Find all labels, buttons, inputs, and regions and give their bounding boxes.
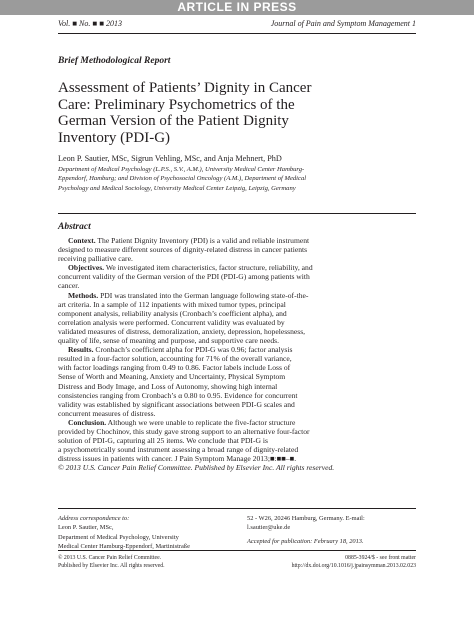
footer-line: Published by Elsevier Inc. All rights reserved.	[58, 563, 165, 570]
abstract-text: correlation analysis were performed. Concurrent validity was evaluated by	[58, 317, 285, 327]
affiliations	[58, 165, 408, 193]
affiliation-line: Department of Medical Psychology (L.P.S., S.V., A.M.), University Medical Center Hamburg-	[58, 166, 305, 173]
footer-doi	[292, 554, 416, 571]
abstract-text: PDI was translated into the German language following state-of-the-	[98, 290, 309, 300]
accepted-date: Accepted for publication: February 18, 2013.	[247, 537, 364, 545]
abstract-text: provided by Chochinov, this study gave strong support to an alternative four-factor	[58, 426, 310, 436]
abstract-text: component analysis, reliability analysis (Cronbach’s coefficient alpha), and	[58, 308, 287, 318]
abstract-text: Distress and Body Image, and Loss of Autonomy, showing high internal	[58, 381, 278, 391]
copyright-line: © 2013 U.S. Cancer Pain Relief Committee. Published by Elsevier Inc. All rights reserved.	[58, 463, 335, 473]
abstract-text: receiving palliative care.	[58, 254, 133, 264]
abstract-text: cancer.	[58, 281, 80, 291]
correspondence-label: Address correspondence to:	[58, 515, 130, 522]
abstract-text: validated measures of distress, demoralization, anxiety, depression, hopelessness,	[58, 326, 306, 336]
abstract-conclusion-line	[58, 418, 416, 427]
abstract-text: distress issues in patients with cancer. J Pain Symptom Manage 2013;■:■■–■.	[58, 454, 297, 464]
running-head-journal: Journal of Pain and Symptom Management 1	[270, 19, 416, 28]
abstract-text: The Patient Dignity Inventory (PDI) is a valid and reliable instrument	[95, 236, 310, 245]
abstract-methods-line	[58, 291, 416, 300]
correspondence-continued	[247, 514, 416, 546]
title-line: Inventory (PDI-G)	[58, 129, 171, 146]
correspondence-text: Leon P. Sautier, MSc,	[58, 524, 114, 532]
article-type: Brief Methodological Report	[58, 56, 171, 66]
abstract-heading: Abstract	[58, 222, 91, 232]
abstract-text: validity was established by significant associations between PDI-G scales and	[58, 399, 295, 409]
abstract-text: designed to measure different sources of dignity-related distress in cancer patients	[58, 245, 308, 255]
title-line: Care: Preliminary Psychometrics of the	[58, 96, 295, 113]
abstract-methods-label: Methods.	[68, 290, 99, 300]
abstract-text: solution of PDI-G, capturing all 25 items. We conclude that PDI-G is	[58, 436, 268, 446]
footer-line: © 2013 U.S. Cancer Pain Relief Committee.	[58, 555, 162, 561]
abstract-context-label: Context.	[68, 236, 96, 245]
footer-issn: 0885-3924/$ - see front matter	[345, 555, 416, 561]
title-line: Assessment of Patients’ Dignity in Cancer	[58, 80, 312, 96]
abstract-text: a psychometrically sound instrument assessing a broad range of dignity-related	[58, 445, 299, 455]
author-list: Leon P. Sautier, MSc, Sigrun Vehling, MSc, and Anja Mehnert, PhD	[58, 154, 282, 163]
abstract-text: resulted in a four-factor solution, accounting for 71% of the overall variance,	[58, 354, 292, 364]
abstract-text: art criteria. In a sample of 112 inpatients with mixed tumor types, principal	[58, 299, 286, 309]
correspondence-line: Medical Center Hamburg-Eppendorf, Martinistraße	[58, 543, 190, 551]
abstract-text: quality of life, sense of meaning and purpose, and supportive care needs.	[58, 336, 279, 346]
doi-link[interactable]: http://dx.doi.org/10.1016/j.jpainsymman.2013.02.023	[291, 563, 416, 570]
abstract-text: Cronbach’s coefficient alpha for PDI-G was 0.96; factor analysis	[93, 345, 293, 355]
abstract-objectives-line	[58, 263, 416, 272]
abstract-text: consistencies ranging from Cronbach’s α 0.80 to 0.95. Evidence for concurrent	[58, 390, 298, 400]
affiliation-line: Psychology and Medical Sociology, University Medical Center Leipzig, Leipzig, Germany	[58, 184, 296, 192]
correspondence-line	[58, 514, 218, 533]
correspondence-email[interactable]: l.sautier@uke.de	[247, 524, 291, 532]
abstract-rule	[58, 213, 416, 214]
abstract-text: concurrent measures of distress.	[58, 408, 156, 418]
abstract-text: concurrent validity of the German version of the PDI (PDI-G) among patients with	[58, 272, 310, 282]
abstract-body	[58, 236, 416, 472]
running-head	[58, 19, 416, 31]
abstract-results-line	[58, 345, 416, 354]
running-head-volume: Vol. ■ No. ■ ■ 2013	[58, 19, 123, 28]
abstract-text: We investigated item characteristics, factor structure, reliability, and	[104, 263, 313, 273]
affiliation-line: Eppendorf, Hamburg; and Division of Psychosocial Oncology (A.M.), Department of Medical	[58, 175, 307, 183]
correspondence-line: Department of Medical Psychology, University	[58, 533, 179, 541]
abstract-results-label: Results.	[68, 345, 94, 355]
header-rule	[58, 33, 416, 34]
footer-copyright	[58, 554, 165, 571]
abstract-conclusion-label: Conclusion.	[68, 417, 107, 427]
article-title	[58, 80, 358, 146]
article-in-press-banner: ARTICLE IN PRESS	[0, 0, 474, 15]
correspondence-address-line: 52 - W26, 20246 Hamburg, Germany. E-mail:	[247, 515, 365, 522]
abstract-objectives-label: Objectives.	[68, 263, 105, 273]
abstract-context-line	[58, 236, 416, 245]
abstract-end-rule	[58, 508, 416, 509]
abstract-text: Although we were unable to replicate the five-factor structure	[106, 417, 296, 427]
abstract-text: with factor loadings ranging from 0.49 to 0.86. Factor labels include Loss of	[58, 363, 291, 373]
title-line: German Version of the Patient Dignity	[58, 113, 289, 129]
abstract-text: Sense of Worth and Meaning, Anxiety and Uncertainty, Physical Symptom	[58, 372, 286, 382]
correspondence-block	[58, 514, 218, 552]
footer-rule	[58, 550, 416, 551]
